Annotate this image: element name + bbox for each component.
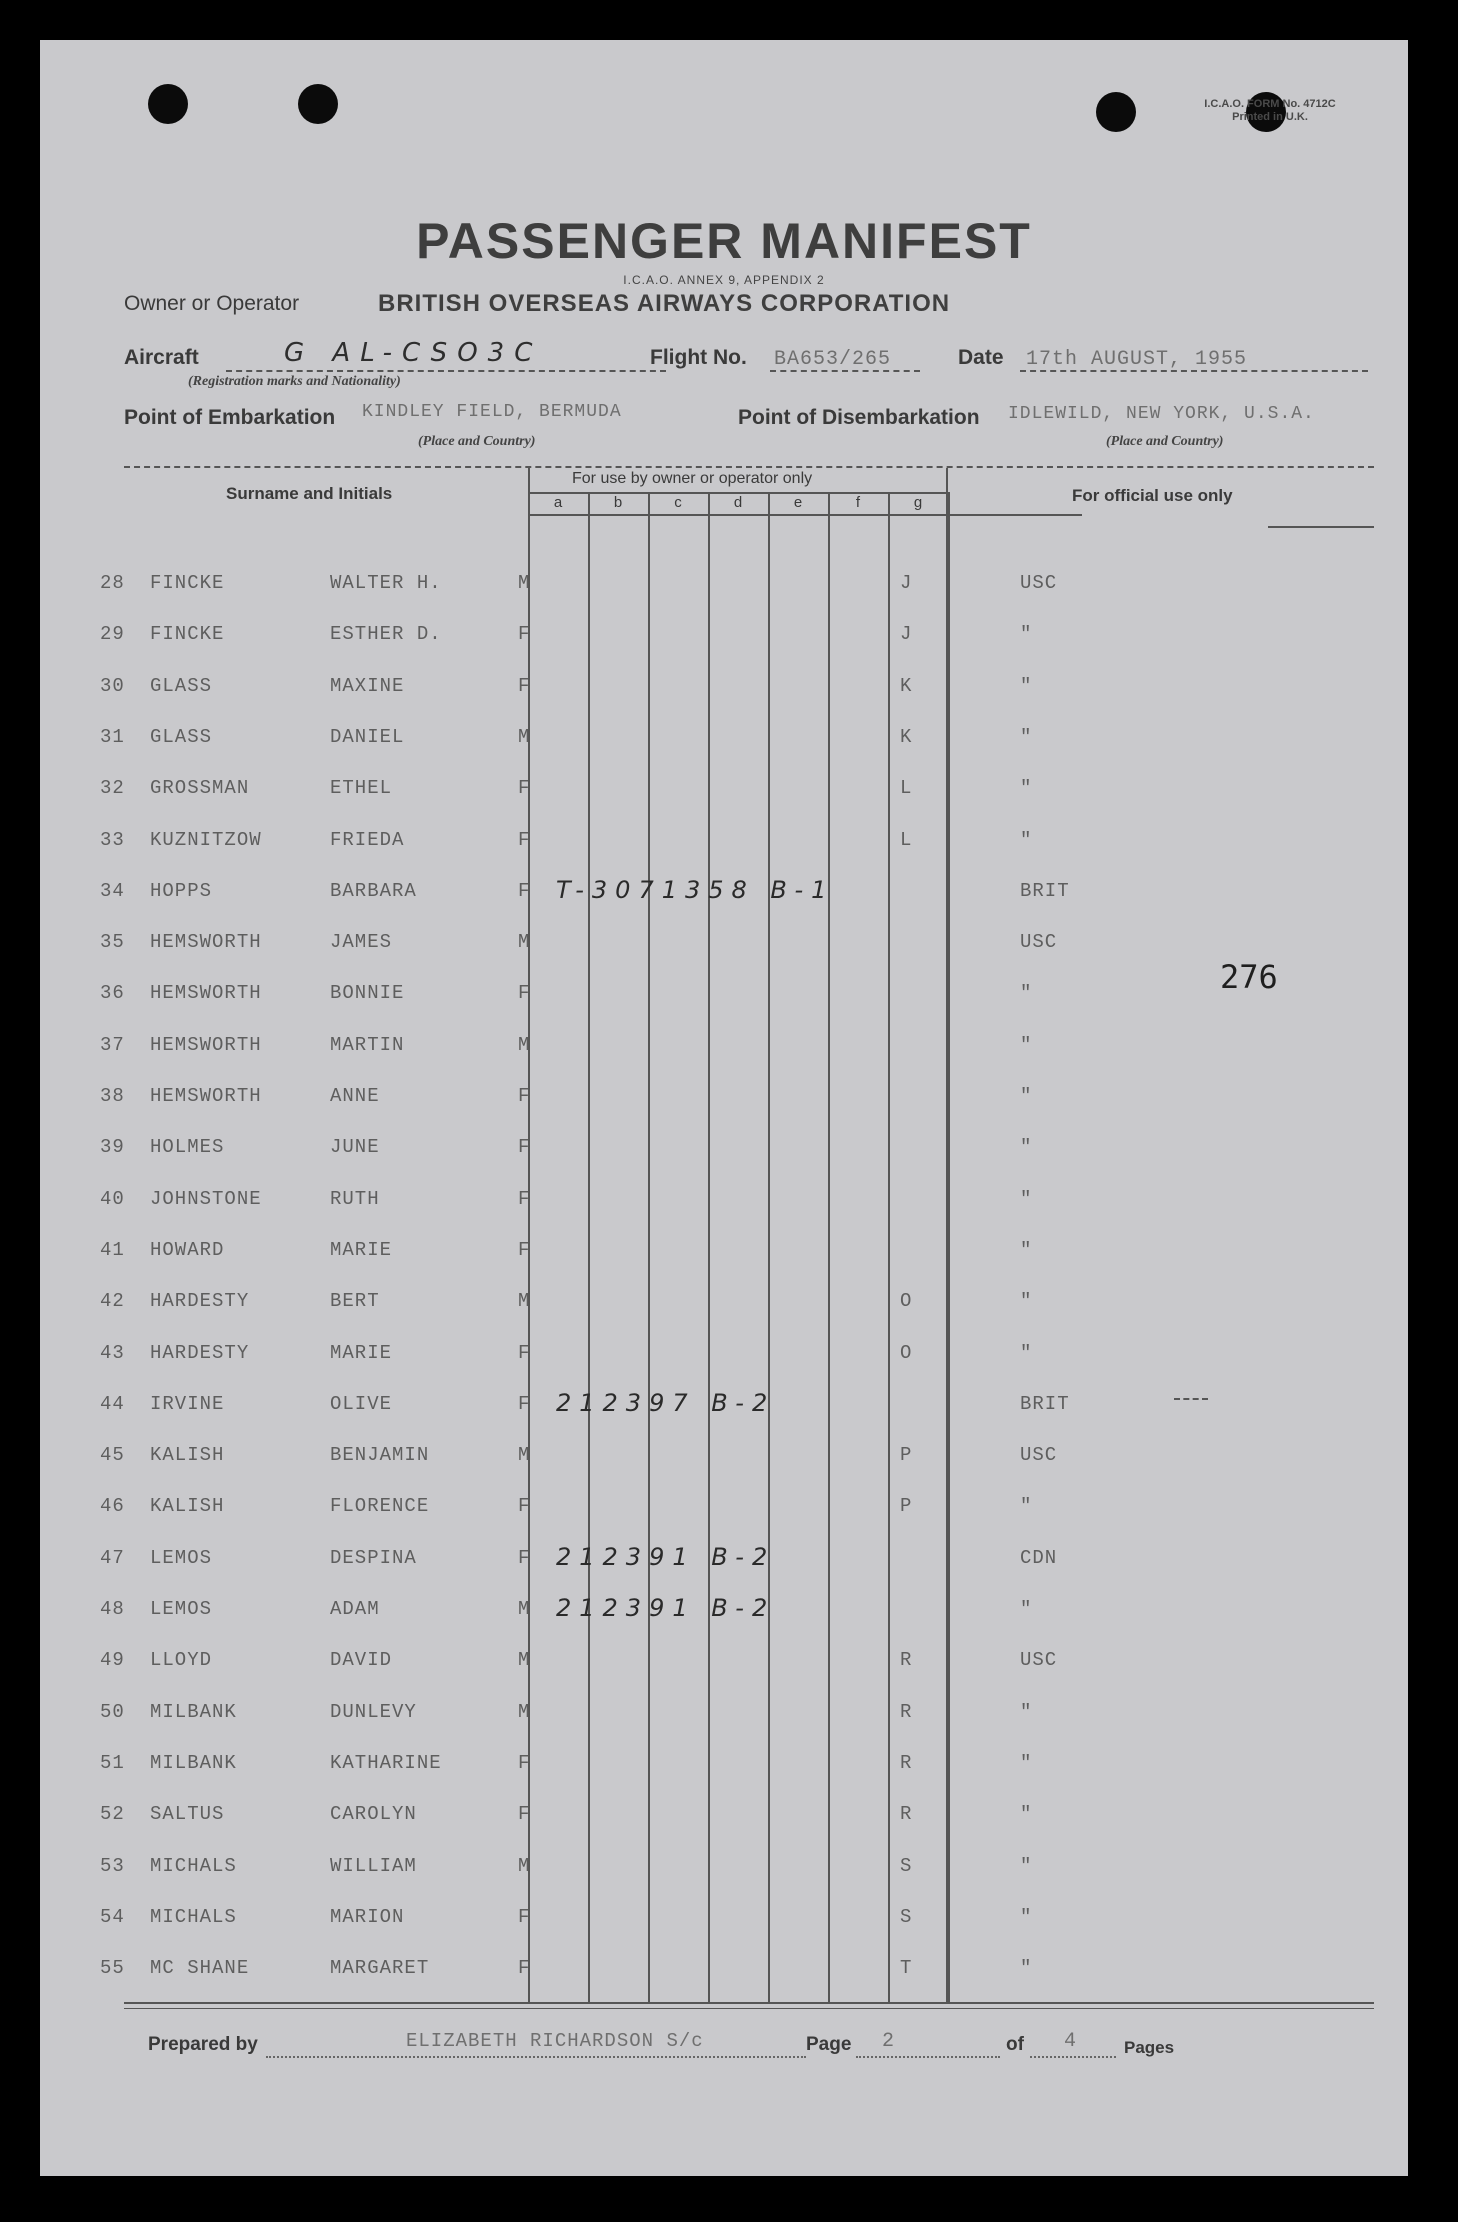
column-letter: c — [674, 494, 682, 511]
table-row — [100, 876, 1380, 910]
table-row — [100, 619, 1380, 653]
passenger-number: 39 — [100, 1136, 125, 1158]
passenger-official-note: " — [1020, 829, 1033, 851]
passenger-column-f: L — [900, 829, 913, 851]
passenger-given-name: DAVID — [330, 1649, 393, 1671]
punch-hole — [148, 84, 188, 124]
passenger-given-name: KATHARINE — [330, 1752, 442, 1774]
passenger-column-f: R — [900, 1649, 913, 1671]
passenger-surname: HOPPS — [150, 880, 213, 902]
date-line — [1020, 370, 1368, 372]
passenger-column-f: R — [900, 1803, 913, 1825]
passenger-sex: F — [518, 1342, 531, 1364]
passenger-column-f: K — [900, 726, 913, 748]
passenger-given-name: JAMES — [330, 931, 393, 953]
passenger-surname: IRVINE — [150, 1393, 225, 1415]
passenger-sex: M — [518, 1855, 531, 1877]
passenger-document-code: 212397 B-2 — [556, 1389, 776, 1417]
table-row — [100, 1645, 1380, 1679]
of-value: 4 — [1064, 2030, 1078, 2053]
passenger-surname: FINCKE — [150, 623, 225, 645]
table-row — [100, 1184, 1380, 1218]
passenger-official-note: " — [1020, 1085, 1033, 1107]
passenger-surname: HEMSWORTH — [150, 1085, 262, 1107]
passenger-given-name: FLORENCE — [330, 1495, 430, 1517]
passenger-surname: LLOYD — [150, 1649, 213, 1671]
passenger-official-note: " — [1020, 726, 1033, 748]
passenger-official-note: USC — [1020, 1649, 1058, 1671]
official-header: For official use only — [1072, 486, 1233, 505]
passenger-sex: F — [518, 777, 531, 799]
passenger-sex: M — [518, 572, 531, 594]
passenger-sex: F — [518, 982, 531, 1004]
table-row — [100, 1748, 1380, 1782]
passenger-official-note: " — [1020, 675, 1033, 697]
passenger-official-note: USC — [1020, 572, 1058, 594]
passenger-column-f: K — [900, 675, 913, 697]
passenger-given-name: DESPINA — [330, 1547, 417, 1569]
passenger-surname: SALTUS — [150, 1803, 225, 1825]
passenger-official-note: " — [1020, 1034, 1033, 1056]
passenger-document-code: 212391 B-2 — [556, 1594, 776, 1622]
passenger-given-name: WALTER H. — [330, 572, 442, 594]
disembark-value: IDLEWILD, NEW YORK, U.S.A. — [1008, 404, 1315, 424]
table-row — [100, 1799, 1380, 1833]
table-row — [100, 1953, 1380, 1987]
passenger-given-name: MARIE — [330, 1239, 393, 1261]
passenger-official-note: " — [1020, 1290, 1033, 1312]
passenger-surname: HEMSWORTH — [150, 982, 262, 1004]
passenger-sex: F — [518, 675, 531, 697]
passenger-surname: HEMSWORTH — [150, 931, 262, 953]
passenger-official-note: BRIT — [1020, 880, 1070, 902]
disembark-note: (Place and Country) — [1106, 434, 1224, 449]
punch-hole — [298, 84, 338, 124]
passenger-official-note: " — [1020, 1957, 1033, 1979]
column-letter: a — [553, 494, 563, 511]
page-subtitle: I.C.A.O. ANNEX 9, APPENDIX 2 — [623, 273, 825, 287]
passenger-sex: M — [518, 1290, 531, 1312]
table-row — [100, 1902, 1380, 1936]
passenger-sex: M — [518, 1649, 531, 1671]
table-row — [100, 1030, 1380, 1064]
passenger-official-note: " — [1020, 982, 1033, 1004]
date-value: 17th AUGUST, 1955 — [1026, 348, 1248, 371]
passenger-column-f: S — [900, 1855, 913, 1877]
manifest-sheet — [40, 40, 1408, 2176]
page-label: Page — [806, 2034, 852, 2055]
passenger-official-note: " — [1020, 1495, 1033, 1517]
passenger-official-note: " — [1020, 1188, 1033, 1210]
passenger-official-note: " — [1020, 1598, 1033, 1620]
table-row — [100, 1286, 1380, 1320]
embark-label: Point of Embarkation — [124, 406, 336, 429]
passenger-sex: F — [518, 1188, 531, 1210]
embark-value: KINDLEY FIELD, BERMUDA — [362, 402, 622, 422]
passenger-sex: F — [518, 880, 531, 902]
passenger-given-name: MARION — [330, 1906, 405, 1928]
passenger-surname: HARDESTY — [150, 1290, 250, 1312]
passenger-given-name: FRIEDA — [330, 829, 405, 851]
passenger-number: 47 — [100, 1547, 125, 1569]
aircraft-value: G AL-CSO3C — [284, 338, 543, 368]
prepared-line — [266, 2056, 806, 2058]
column-letter: e — [793, 494, 803, 511]
passenger-surname: GROSSMAN — [150, 777, 250, 799]
passenger-number: 55 — [100, 1957, 125, 1979]
passenger-column-f: T — [900, 1957, 913, 1979]
passenger-number: 33 — [100, 829, 125, 851]
passenger-number: 31 — [100, 726, 125, 748]
flight-label: Flight No. — [650, 346, 747, 369]
header-top-line — [124, 466, 1374, 468]
pages-label: Pages — [1124, 2038, 1175, 2057]
passenger-number: 28 — [100, 572, 125, 594]
aircraft-line — [226, 370, 666, 372]
passenger-number: 40 — [100, 1188, 125, 1210]
passenger-column-f: S — [900, 1906, 913, 1928]
passenger-number: 29 — [100, 623, 125, 645]
date-label: Date — [958, 346, 1004, 369]
passenger-column-f: P — [900, 1495, 913, 1517]
passenger-number: 45 — [100, 1444, 125, 1466]
page-title: PASSENGER MANIFEST — [416, 213, 1032, 269]
passenger-number: 37 — [100, 1034, 125, 1056]
passenger-number: 35 — [100, 931, 125, 953]
column-letter: f — [855, 494, 861, 511]
table-row — [100, 1491, 1380, 1525]
table-row — [100, 1440, 1380, 1474]
table-row — [100, 978, 1380, 1012]
passenger-surname: MICHALS — [150, 1906, 237, 1928]
owner-label: Owner or Operator — [124, 292, 300, 315]
passenger-given-name: ETHEL — [330, 777, 393, 799]
passenger-official-note: " — [1020, 1136, 1033, 1158]
passenger-surname: FINCKE — [150, 572, 225, 594]
table-row — [100, 927, 1380, 961]
passenger-number: 43 — [100, 1342, 125, 1364]
table-bottom-line-2 — [124, 2008, 1374, 2009]
passenger-number: 54 — [100, 1906, 125, 1928]
passenger-given-name: BONNIE — [330, 982, 405, 1004]
passenger-column-f: L — [900, 777, 913, 799]
column-letter: b — [613, 494, 623, 511]
passenger-surname: HOLMES — [150, 1136, 225, 1158]
flight-value: BA653/265 — [774, 348, 892, 371]
passenger-number: 49 — [100, 1649, 125, 1671]
passenger-sex: F — [518, 1803, 531, 1825]
table-row — [100, 568, 1380, 602]
passenger-number: 41 — [100, 1239, 125, 1261]
passenger-column-f: R — [900, 1752, 913, 1774]
passenger-official-note: " — [1020, 623, 1033, 645]
passenger-given-name: ESTHER D. — [330, 623, 442, 645]
passenger-column-f: O — [900, 1342, 913, 1364]
passenger-number: 42 — [100, 1290, 125, 1312]
passenger-sex: M — [518, 726, 531, 748]
table-row — [100, 722, 1380, 756]
passenger-given-name: WILLIAM — [330, 1855, 417, 1877]
table-row — [100, 1081, 1380, 1115]
passenger-number: 36 — [100, 982, 125, 1004]
passenger-surname: JOHNSTONE — [150, 1188, 262, 1210]
passenger-number: 30 — [100, 675, 125, 697]
table-row — [100, 1132, 1380, 1166]
passenger-given-name: BERT — [330, 1290, 380, 1312]
form-number: I.C.A.O. FORM No. 4712C Printed in U.K. — [1204, 98, 1336, 123]
passenger-sex: F — [518, 623, 531, 645]
passenger-surname: HARDESTY — [150, 1342, 250, 1364]
disembark-label: Point of Disembarkation — [738, 406, 980, 429]
passenger-column-f: R — [900, 1701, 913, 1723]
aircraft-note: (Registration marks and Nationality) — [188, 374, 401, 389]
passenger-surname: LEMOS — [150, 1547, 213, 1569]
passenger-sex: F — [518, 1393, 531, 1415]
prepared-label: Prepared by — [148, 2034, 258, 2055]
official-stamp: 276 — [1220, 958, 1278, 996]
passenger-number: 51 — [100, 1752, 125, 1774]
passenger-official-note: " — [1020, 777, 1033, 799]
passenger-sex: F — [518, 1547, 531, 1569]
owner-value: BRITISH OVERSEAS AIRWAYS CORPORATION — [378, 290, 951, 317]
column-letter-line — [530, 514, 1082, 516]
passenger-given-name: MAXINE — [330, 675, 405, 697]
passenger-number: 34 — [100, 880, 125, 902]
aircraft-label: Aircraft — [124, 346, 199, 369]
passenger-given-name: MARIE — [330, 1342, 393, 1364]
passenger-number: 52 — [100, 1803, 125, 1825]
passenger-column-f: P — [900, 1444, 913, 1466]
passenger-sex: M — [518, 1598, 531, 1620]
passenger-surname: LEMOS — [150, 1598, 213, 1620]
flight-line — [770, 370, 920, 372]
embark-note: (Place and Country) — [418, 434, 536, 449]
passenger-number: 38 — [100, 1085, 125, 1107]
of-label: of — [1006, 2034, 1024, 2055]
table-row — [100, 1235, 1380, 1269]
passenger-column-f: J — [900, 572, 913, 594]
passenger-given-name: JUNE — [330, 1136, 380, 1158]
passenger-document-code: T-3071358 B-1 — [556, 876, 835, 904]
page-line — [856, 2056, 1000, 2058]
column-letter: d — [733, 494, 743, 511]
passenger-given-name: BENJAMIN — [330, 1444, 430, 1466]
passenger-sex: F — [518, 1752, 531, 1774]
passenger-number: 53 — [100, 1855, 125, 1877]
passenger-column-f: J — [900, 623, 913, 645]
passenger-official-note: BRIT — [1020, 1393, 1070, 1415]
passenger-official-note: USC — [1020, 1444, 1058, 1466]
passenger-surname: HOWARD — [150, 1239, 225, 1261]
table-row — [100, 1543, 1380, 1577]
passenger-given-name: CAROLYN — [330, 1803, 417, 1825]
passenger-given-name: ANNE — [330, 1085, 380, 1107]
passenger-number: 50 — [100, 1701, 125, 1723]
column-letter: g — [913, 494, 923, 511]
passenger-sex: F — [518, 1495, 531, 1517]
passenger-official-note: CDN — [1020, 1547, 1058, 1569]
punch-hole — [1096, 92, 1136, 132]
passenger-number: 48 — [100, 1598, 125, 1620]
passenger-sex: F — [518, 1239, 531, 1261]
passenger-given-name: MARTIN — [330, 1034, 405, 1056]
passenger-official-note: " — [1020, 1239, 1033, 1261]
passenger-surname: GLASS — [150, 675, 213, 697]
passenger-official-note: USC — [1020, 931, 1058, 953]
of-line — [1030, 2056, 1116, 2058]
passenger-sex: F — [518, 1957, 531, 1979]
table-row — [100, 1338, 1380, 1372]
passenger-surname: MILBANK — [150, 1701, 237, 1723]
table-row — [100, 671, 1380, 705]
passenger-surname: KALISH — [150, 1495, 225, 1517]
table-row — [100, 1697, 1380, 1731]
passenger-surname: KALISH — [150, 1444, 225, 1466]
operator-header: For use by owner or operator only — [572, 470, 813, 487]
passenger-given-name: RUTH — [330, 1188, 380, 1210]
official-mark — [1174, 1398, 1208, 1400]
passenger-sex: M — [518, 1444, 531, 1466]
surname-header: Surname and Initials — [226, 484, 393, 503]
passenger-number: 46 — [100, 1495, 125, 1517]
passenger-given-name: ADAM — [330, 1598, 380, 1620]
passenger-official-note: " — [1020, 1803, 1033, 1825]
passenger-column-f: O — [900, 1290, 913, 1312]
passenger-sex: M — [518, 1701, 531, 1723]
passenger-sex: F — [518, 829, 531, 851]
passenger-official-note: " — [1020, 1855, 1033, 1877]
passenger-sex: F — [518, 1136, 531, 1158]
passenger-surname: MICHALS — [150, 1855, 237, 1877]
table-row — [100, 1851, 1380, 1885]
passenger-number: 32 — [100, 777, 125, 799]
passenger-surname: KUZNITZOW — [150, 829, 262, 851]
passenger-sex: F — [518, 1906, 531, 1928]
passenger-given-name: DUNLEVY — [330, 1701, 417, 1723]
prepared-value: ELIZABETH RICHARDSON S/c — [406, 2030, 704, 2052]
table-row — [100, 1594, 1380, 1628]
passenger-sex: M — [518, 1034, 531, 1056]
passenger-official-note: " — [1020, 1906, 1033, 1928]
passenger-sex: M — [518, 931, 531, 953]
passenger-sex: F — [518, 1085, 531, 1107]
passenger-number: 44 — [100, 1393, 125, 1415]
table-row — [100, 1389, 1380, 1423]
passenger-given-name: OLIVE — [330, 1393, 393, 1415]
official-header-underline — [1268, 526, 1374, 528]
page-value: 2 — [882, 2030, 896, 2053]
passenger-surname: HEMSWORTH — [150, 1034, 262, 1056]
passenger-official-note: " — [1020, 1752, 1033, 1774]
passenger-surname: MILBANK — [150, 1752, 237, 1774]
passenger-given-name: MARGARET — [330, 1957, 430, 1979]
table-row — [100, 825, 1380, 859]
passenger-surname: MC SHANE — [150, 1957, 250, 1979]
passenger-document-code: 212391 B-2 — [556, 1543, 776, 1571]
passenger-official-note: " — [1020, 1701, 1033, 1723]
passenger-given-name: BARBARA — [330, 880, 417, 902]
table-row — [100, 773, 1380, 807]
passenger-given-name: DANIEL — [330, 726, 405, 748]
passenger-official-note: " — [1020, 1342, 1033, 1364]
table-bottom-line — [124, 2002, 1374, 2004]
passenger-surname: GLASS — [150, 726, 213, 748]
